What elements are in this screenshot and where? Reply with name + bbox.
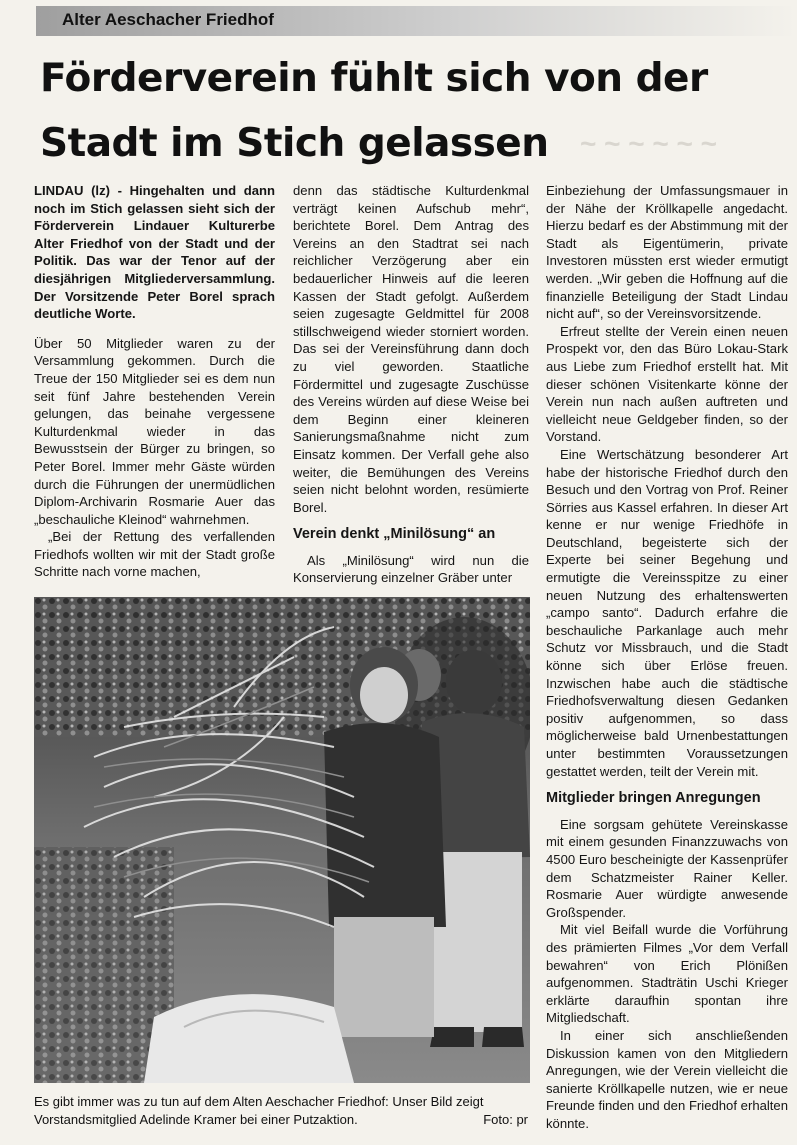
- article-column-2: [293, 182, 529, 587]
- caption-text: Es gibt immer was zu tun auf dem Alten Aeschacher Friedhof: Unser Bild zeigt Vorstandsmitglied Adelinde Kramer bei einer Putzaktion.: [34, 1094, 484, 1127]
- photo-credit: Foto: pr: [483, 1112, 528, 1127]
- photo-caption: [34, 1093, 530, 1129]
- section-rubric-bar: [36, 6, 797, 36]
- headline: Förderverein fühlt sich von der Stadt im Stich gelassen: [40, 56, 708, 166]
- subheading: Mitglieder bringen Anregungen: [546, 790, 761, 807]
- body-paragraph: denn das städtische Kulturdenkmal verträgt keinen Aufschub mehr“, berichtete Borel. Dem Antrag des Vereins an den Stadtrat sei nach reichlicher Verzögerung aber ein bedauerlicher Hinweis auf die leeren Kassen der Stadt gefolgt. Außerdem seien zugesagte Geldmittel für 2008 stillschweigend wieder storniert worden. Das sei der Vereinsführung dann doch zu viel geworden. Staatliche Fördermittel und zugesagte Zuschüsse des Vereins würden auf diese Weise bei dem Beginn einer kleineren Sanierungsmaßnahme nicht zum Einsatz kommen. Der Verfall gehe also weiter, die Bemühungen des Vereins seien nicht belohnt worden, resümierte Borel.: [293, 183, 529, 515]
- body-paragraph: Mit viel Beifall wurde die Vorführung des prämierten Filmes „Vor dem Verfall bewahren“ von Erich Plönißen aufgenommen. Stadträtin Uschi Krieger erklärte daraufhin spontan ihre Mitgliedschaft.: [546, 922, 788, 1026]
- body-paragraph: Als „Minilösung“ wird nun die Konservierung einzelner Gräber unter: [293, 552, 529, 586]
- body-paragraph: Eine Wertschätzung besonderer Art habe der historische Friedhof durch den Besuch und den Vortrag von Prof. Reiner Sörries aus Kassel erfahren. In dieser Art kenne er nur wenige Friedhöfe in Deutschland, begeisterte sich der Experte bei seiner Begehung und ermutigte die Vereinsspitze zu einer neuen Nutzung des erhaltenswerten „campo santo“. Dadurch erfahre die beschauliche Parkanlage auch mehr Schutz vor Missbrauch, und die Stadt könne sich über Erlöse freuen. Inzwischen habe auch die städtische Friedhofsverwaltung diesen Gedanken positiv aufgenommen, so dass möglicherweise bald Urnenbestattungen unter bestimmten Voraussetzungen gestattet werden, teilt der Verein mit.: [546, 446, 788, 779]
- photo-illustration: [34, 597, 530, 1083]
- body-paragraph: Eine sorgsam gehütete Vereinskasse mit einem gesunden Finanzzuwachs von 4500 Euro bescheinigte der Kassenprüfer dem Schatzmeister Rainer Keller. Rosmarie Auer würdigte anwesende Großspender.: [546, 816, 788, 920]
- bleed-through-line: ~ ~ ~ ~ ~ ~: [580, 128, 718, 159]
- article-column-3: [546, 182, 788, 1132]
- news-photo: [34, 597, 530, 1083]
- article-column-1: [34, 182, 275, 581]
- body-paragraph: Einbeziehung der Umfassungsmauer in der Nähe der Kröllkapelle angedacht. Hierzu bedarf es der Abstimmung mit der Stadt als Eigentümerin, private Investoren müssten erst wieder ermutigt werden. „Wir geben die Hoffnung auf die finanzielle Beteiligung der Stadt Lindau nicht auf“, so der Vereinsvorsitzende.: [546, 183, 788, 322]
- body-paragraph: Über 50 Mitglieder waren zu der Versammlung gekommen. Durch die Treue der 150 Mitglieder sei es dem nun seit fünf Jahre bestehenden Verein gelungen, das beinahe vergessene Kulturdenkmal wieder in das Bewusstsein der Bürger zu bringen, so Peter Borel. Immer mehr Gäste würden durch die Führungen der unermüdlichen Diplom-Archivarin Rosmarie Auer das „beschauliche Kleinod“ wahrnehmen.: [34, 335, 275, 527]
- subheading: Verein denkt „Minilösung“ an: [293, 526, 496, 543]
- body-paragraph: „Bei der Rettung des verfallenden Friedhofs wollten wir mit der Stadt große Schritte nach vorne machen,: [34, 529, 275, 580]
- body-paragraph: In einer sich anschließenden Diskussion kamen von den Mitgliedern Anregungen, wie der Verein vielleicht die sanierte Kröllkapelle nutzen, wie er neue Freunde finden und den Friedhof erhalten könnte.: [546, 1027, 788, 1131]
- lead-paragraph: LINDAU (lz) - Hingehalten und dann noch im Stich gelassen sieht sich der Förderverein Lindauer Kulturerbe Alter Friedhof von der Stadt und der Politik. Das war der Tenor auf der diesjährigen Mitgliederversammlung. Der Vorsitzende Peter Borel sprach deutliche Worte.: [34, 183, 275, 322]
- body-paragraph: Erfreut stellte der Verein einen neuen Prospekt vor, den das Büro Lokau-Stark aus Liebe zum Friedhof erstellt hat. Mit dieser schönen Visitenkarte könne der Verein nun nach außen auftreten und vielleicht neue Geldgeber finden, so der Vorstand.: [546, 323, 788, 445]
- section-rubric: Alter Aeschacher Friedhof: [62, 10, 274, 29]
